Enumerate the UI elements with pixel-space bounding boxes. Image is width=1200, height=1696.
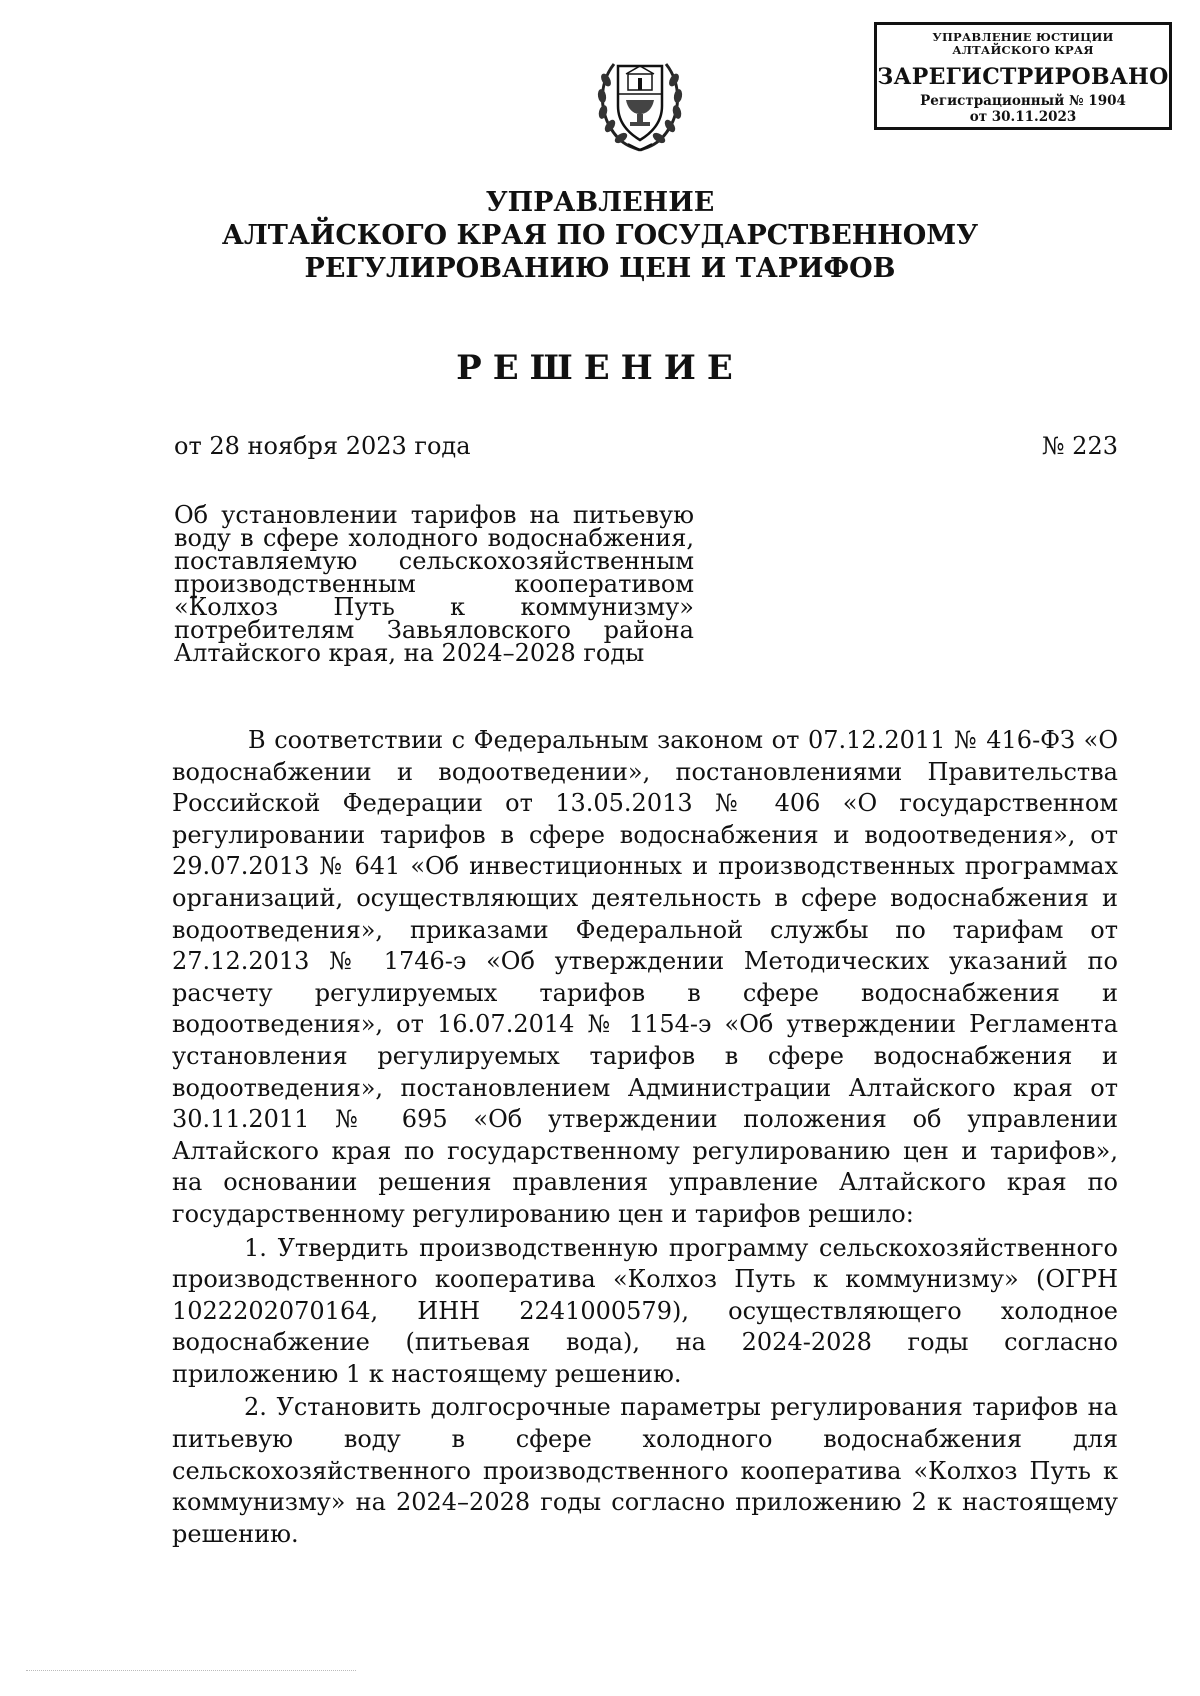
stamp-department-line2: АЛТАЙСКОГО КРАЯ [952,43,1094,57]
stamp-status: ЗАРЕГИСТРИРОВАНО [877,64,1169,90]
organization-name-line2: АЛТАЙСКОГО КРАЯ ПО ГОСУДАРСТВЕННОМУ [221,220,979,251]
stamp-registration-number: Регистрационный № 1904 [920,93,1126,109]
document-number: № 223 [1041,432,1118,460]
coat-of-arms-icon [592,44,688,154]
organization-name-line1: УПРАВЛЕНИЕ [485,187,715,218]
organization-name-line3: РЕГУЛИРОВАНИЮ ЦЕН И ТАРИФОВ [304,253,896,284]
stamp-department [877,31,1169,57]
decision-item-2: 2. Установить долгосрочные параметры регулирования тарифов на питьевую воду в сфере холодного водоснабжения для сельскохозяйственного производственного кооператива «Колхоз Путь к коммунизму» на 2024–2028 годы согласно приложению 2 к настоящему решению. [172,1393,1118,1548]
document-subject: Об установлении тарифов на питьевую воду в сфере холодного водоснабжения, поставляемую сельскохозяйственным производственным кооперативом «Колхоз Путь к коммунизму» потребителям Завьяловского района Алтайского края, на 2024–2028 годы [174,501,694,667]
organization-name [200,186,1000,285]
document-title: РЕШЕНИЕ [456,348,744,388]
stamp-registration-date: от 30.11.2023 [969,109,1077,125]
document-date: от 28 ноября 2023 года [174,432,471,460]
preamble-paragraph: В соответствии с Федеральным законом от 07.12.2011 № 416-ФЗ «О водоснабжении и водоотведении», постановлениями Правительства Российской Федерации от 13.05.2013 № 406 «О государственном регулировании тарифов в сфере водоснабжения и водоотведения», от 29.07.2013 № 641 «Об инвестиционных и производственных программах организаций, осуществляющих деятельность в сфере водоснабжения и водоотведения», приказами Федеральной службы по тарифам от 27.12.2013 № 1746-э «Об утверждении Методических указаний по расчету регулируемых тарифов в сфере водоснабжения и водоотведения», от 16.07.2014 № 1154-э «Об утверждении Регламента установления регулируемых тарифов в сфере водоснабжения и водоотведения», постановлением Администрации Алтайского края от 30.11.2011 № 695 «Об утверждении положения об управлении Алтайского края по государственному регулированию цен и тарифов», на основании решения правления управление Алтайского края по государственному регулированию цен и тарифов решило: [172,726,1118,1228]
footer-divider [26,1670,356,1671]
registration-stamp [874,22,1172,130]
decision-item-1: 1. Утвердить производственную программу сельскохозяйственного производственного кооператива «Колхоз Путь к коммунизму» (ОГРН 1022202070164, ИНН 2241000579), осуществляющего холодное водоснабжение (питьевая вода), на 2024-2028 годы согласно приложению 1 к настоящему решению. [172,1233,1118,1388]
stamp-department-line1: УПРАВЛЕНИЕ ЮСТИЦИИ [932,30,1114,44]
document-body [172,725,1118,1552]
